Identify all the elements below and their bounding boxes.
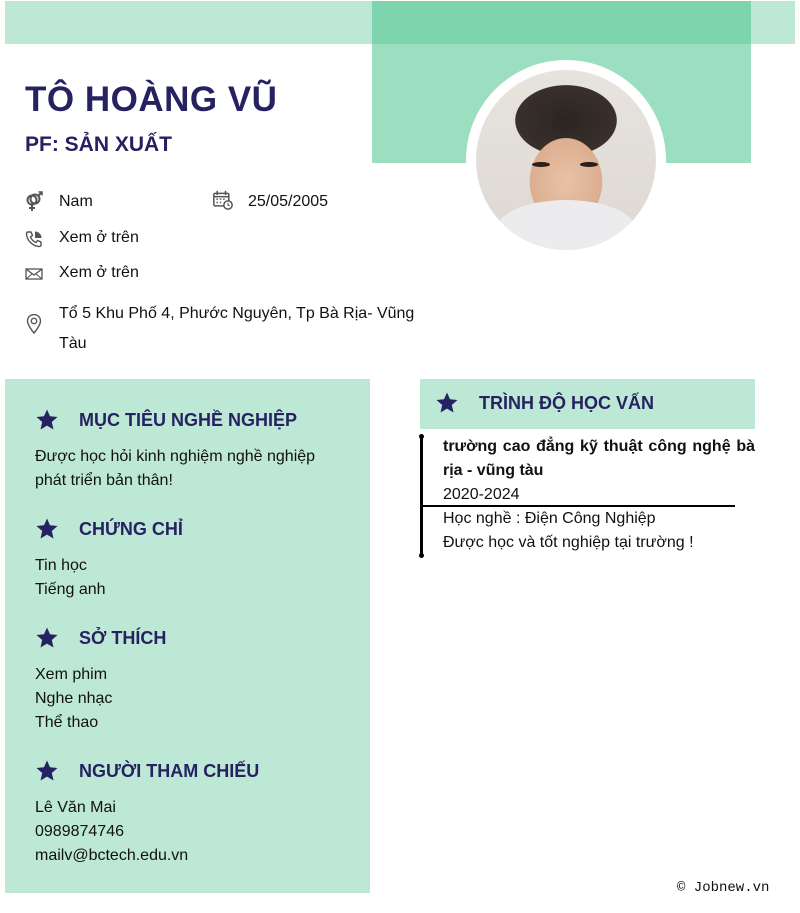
education-major: Học nghề : Điện Công Nghiệp [443,510,656,527]
star-icon [35,517,59,541]
certificate-item: Tin học [35,557,87,574]
star-icon [35,408,59,432]
calendar-icon [213,190,233,210]
avatar [476,70,656,250]
education-details [443,507,694,555]
hobby-item: Thể thao [35,714,99,731]
section-title-label: SỞ THÍCH [79,627,167,648]
reference-email: mailv@bctech.edu.vn [35,847,189,864]
email-value: Xem ở trên [59,264,139,281]
certificates-list [35,554,106,602]
section-objective-title [35,408,298,432]
address-line-2: Tàu [59,335,87,352]
references-list [35,796,188,868]
hobby-item: Xem phim [35,666,108,683]
address-line-1: Tổ 5 Khu Phố 4, Phước Nguyên, Tp Bà Rịa- Vũng [59,305,415,322]
contact-birthday [213,190,329,210]
section-certificates-title [35,517,183,541]
address-value [59,299,414,359]
star-icon [35,626,59,650]
education-school: trường cao đẳng kỹ thuật công nghệ bà rịa - vũng tàu [443,438,755,479]
section-title-label: MỤC TIÊU NGHỀ NGHIỆP [79,409,298,430]
hobby-item: Nghe nhạc [35,690,113,707]
star-icon [435,391,459,415]
section-hobbies-title [35,626,167,650]
hobbies-list [35,663,112,735]
certificate-item: Tiếng anh [35,581,106,598]
contact-email [24,264,139,284]
contact-address [24,305,415,352]
star-icon [35,759,59,783]
phone-value: Xem ở trên [59,229,139,246]
reference-name: Lê Văn Mai [35,799,116,816]
gender-value: Nam [59,193,93,210]
section-title-label: TRÌNH ĐỘ HỌC VẤN [479,392,654,413]
objective-text [35,445,315,493]
avatar-eye [580,162,598,167]
footer-copyright: © Jobnew.vn [677,880,770,896]
education-years: 2020-2024 [443,486,520,503]
objective-line: Được học hỏi kinh nghiệm nghề nghiệp [35,448,316,465]
contact-gender [24,192,93,212]
gender-icon [24,192,44,212]
contact-phone [24,229,139,249]
avatar-eye [532,162,550,167]
avatar-shirt [496,200,636,250]
birthday-value: 25/05/2005 [248,193,329,210]
education-timeline [420,436,423,556]
reference-phone: 0989874746 [35,823,124,840]
envelope-icon [24,264,44,284]
section-references-title [35,759,260,783]
section-title-label: CHỨNG CHỈ [79,518,183,539]
section-education-title [435,391,654,415]
education-note: Được học và tốt nghiệp tại trường ! [443,534,694,551]
phone-icon [24,229,44,249]
section-title-label: NGƯỜI THAM CHIẾU [79,760,260,781]
location-pin-icon [24,314,44,334]
objective-line: phát triển bản thân! [35,472,173,489]
candidate-name: TÔ HOÀNG VŨ [25,80,278,119]
candidate-position: PF: SẢN XUẤT [25,133,172,156]
